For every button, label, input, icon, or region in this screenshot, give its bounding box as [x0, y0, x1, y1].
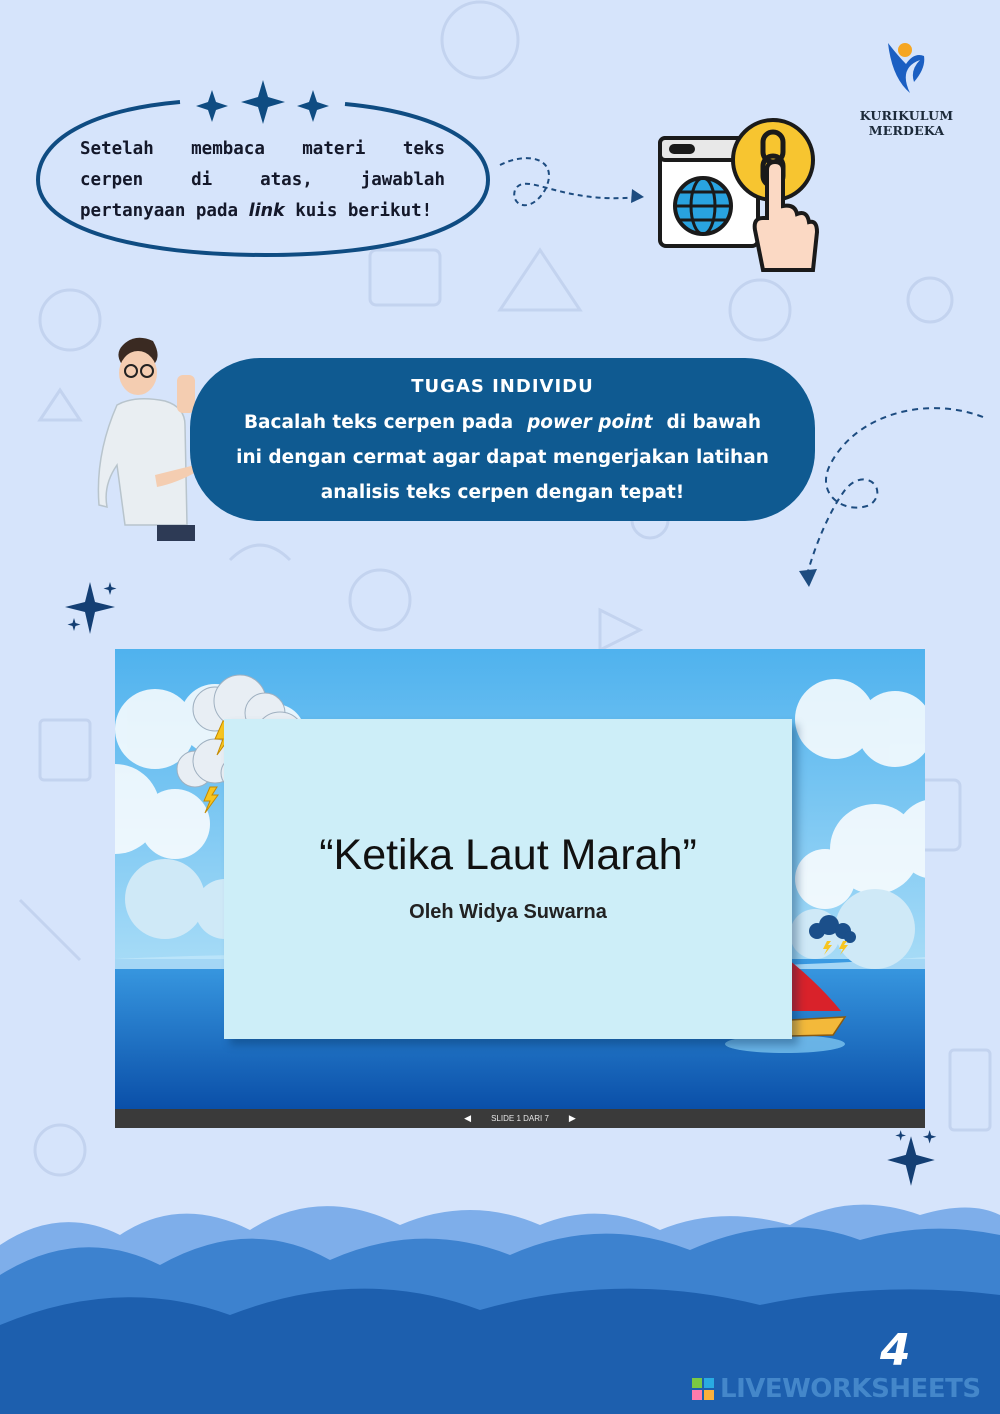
task-title: TUGAS INDIVIDU — [411, 376, 594, 397]
slide-author: Oleh Widya Suwarna — [409, 901, 607, 923]
slide-counter: SLIDE 1 DARI 7 — [491, 1114, 549, 1123]
next-slide-button[interactable]: ▶ — [568, 1113, 576, 1123]
instruction-text — [80, 134, 445, 227]
slide-title-card — [224, 719, 792, 1039]
task-line-1: Bacalah teks cerpen pada power point di bawah — [243, 412, 762, 433]
task-line-2: ini dengan cermat agar dapat mengerjakan latihan — [236, 447, 769, 468]
dashed-arrow-down-icon — [795, 395, 995, 595]
slide-title: “Ketika Laut Marah” — [319, 831, 697, 879]
sparkle-icon — [62, 578, 122, 638]
instruction-line-3: pertanyaan pada link kuis berikut! — [80, 201, 433, 221]
task-body — [210, 405, 795, 510]
logo-text: KURIKULUM MERDEKA — [859, 108, 954, 138]
link-word: link — [248, 201, 285, 221]
kurikulum-merdeka-logo — [880, 38, 930, 98]
dashed-arrow-icon — [490, 145, 660, 225]
page-number: 4 — [880, 1325, 911, 1376]
task-box — [190, 358, 815, 521]
instruction-line-2: cerpen di atas, jawablah — [80, 170, 445, 190]
sparkle-icon — [880, 1128, 942, 1190]
task-line-3: analisis teks cerpen dengan tepat! — [320, 482, 685, 503]
instruction-line-1: Setelah membaca materi teks — [80, 139, 445, 159]
watermark-text: LIVEWORKSHEETS — [720, 1374, 981, 1404]
power-point-word: power point — [527, 412, 653, 433]
presentation-slide[interactable] — [115, 649, 925, 1128]
web-link-icon — [655, 110, 820, 275]
previous-slide-button[interactable]: ◀ — [464, 1113, 472, 1123]
slide-navigation-bar — [115, 1109, 925, 1128]
liveworksheets-logo-icon — [692, 1378, 716, 1400]
